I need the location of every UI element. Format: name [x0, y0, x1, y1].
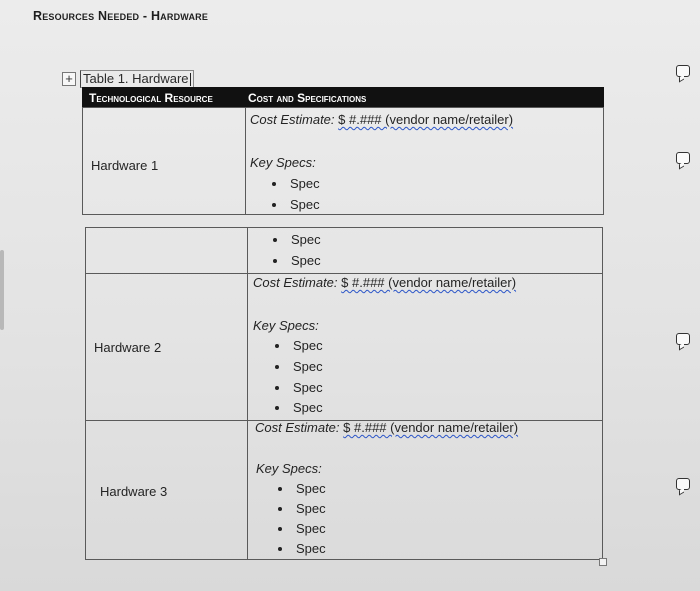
- bullet-icon: [275, 386, 279, 390]
- bullet-icon: [275, 365, 279, 369]
- bullet-icon: [273, 259, 277, 263]
- spec-item[interactable]: Spec: [278, 481, 326, 496]
- bullet-icon: [272, 203, 276, 207]
- table-caption-text[interactable]: Table 1. Hardware: [83, 71, 189, 86]
- bullet-icon: [273, 238, 277, 242]
- spec-item[interactable]: Spec: [278, 521, 326, 536]
- comment-icon[interactable]: [676, 478, 690, 490]
- table-caption[interactable]: [80, 70, 194, 88]
- cost-value: $ #.### (vendor name/retailer): [338, 112, 514, 127]
- comment-icon[interactable]: [676, 65, 690, 77]
- spec-item[interactable]: Spec: [275, 400, 323, 415]
- spec-item[interactable]: Spec: [278, 501, 326, 516]
- spec-item[interactable]: Spec: [275, 359, 323, 374]
- cost-value: $ #.### (vendor name/retailer): [341, 275, 517, 290]
- cost-label: Cost Estimate:: [253, 275, 338, 290]
- column-divider: [247, 228, 248, 559]
- cost-label: Cost Estimate:: [250, 112, 335, 127]
- spec-item[interactable]: Spec: [272, 176, 320, 191]
- cost-estimate-hardware-2[interactable]: [253, 275, 516, 290]
- table-header-row: [82, 87, 604, 108]
- cost-label: Cost Estimate:: [255, 420, 340, 435]
- spec-item[interactable]: Spec: [272, 197, 320, 212]
- column-divider: [245, 108, 246, 214]
- bullet-icon: [272, 182, 276, 186]
- spec-item[interactable]: Spec: [278, 541, 326, 556]
- bullet-icon: [278, 507, 282, 511]
- bullet-icon: [275, 406, 279, 410]
- resource-cell-hardware-1[interactable]: Hardware 1: [91, 158, 159, 173]
- spec-item[interactable]: Spec: [275, 380, 323, 395]
- window-edge-scrollbar[interactable]: [0, 250, 4, 330]
- table-move-handle-icon[interactable]: +: [62, 72, 76, 86]
- bullet-icon: [278, 547, 282, 551]
- resource-cell-hardware-3[interactable]: Hardware 3: [100, 484, 168, 499]
- cost-estimate-hardware-1[interactable]: [250, 112, 513, 127]
- bullet-icon: [278, 487, 282, 491]
- bullet-icon: [278, 527, 282, 531]
- hardware-table-part-2: [85, 227, 603, 560]
- page-heading: Resources Needed - Hardware: [33, 9, 209, 23]
- spec-item[interactable]: Spec: [275, 338, 323, 353]
- key-specs-label: Key Specs:: [250, 155, 316, 170]
- header-technological-resource: Technological Resource: [89, 91, 213, 105]
- text-cursor: [190, 73, 191, 86]
- hardware-table-part-1: [82, 107, 604, 215]
- row-divider: [86, 273, 602, 274]
- table-resize-handle-icon[interactable]: [599, 558, 607, 566]
- cost-value: $ #.### (vendor name/retailer): [343, 420, 519, 435]
- bullet-icon: [275, 344, 279, 348]
- comment-icon[interactable]: [676, 333, 690, 345]
- header-cost-and-specifications: Cost and Specifications: [248, 91, 367, 105]
- spec-item-continued[interactable]: Spec: [273, 253, 321, 268]
- resource-cell-hardware-2[interactable]: Hardware 2: [94, 340, 162, 355]
- table-caption-row: [62, 70, 194, 88]
- cost-estimate-hardware-3[interactable]: [255, 420, 518, 435]
- key-specs-label: Key Specs:: [253, 318, 319, 333]
- comment-icon[interactable]: [676, 152, 690, 164]
- spec-item-continued[interactable]: Spec: [273, 232, 321, 247]
- key-specs-label: Key Specs:: [256, 461, 322, 476]
